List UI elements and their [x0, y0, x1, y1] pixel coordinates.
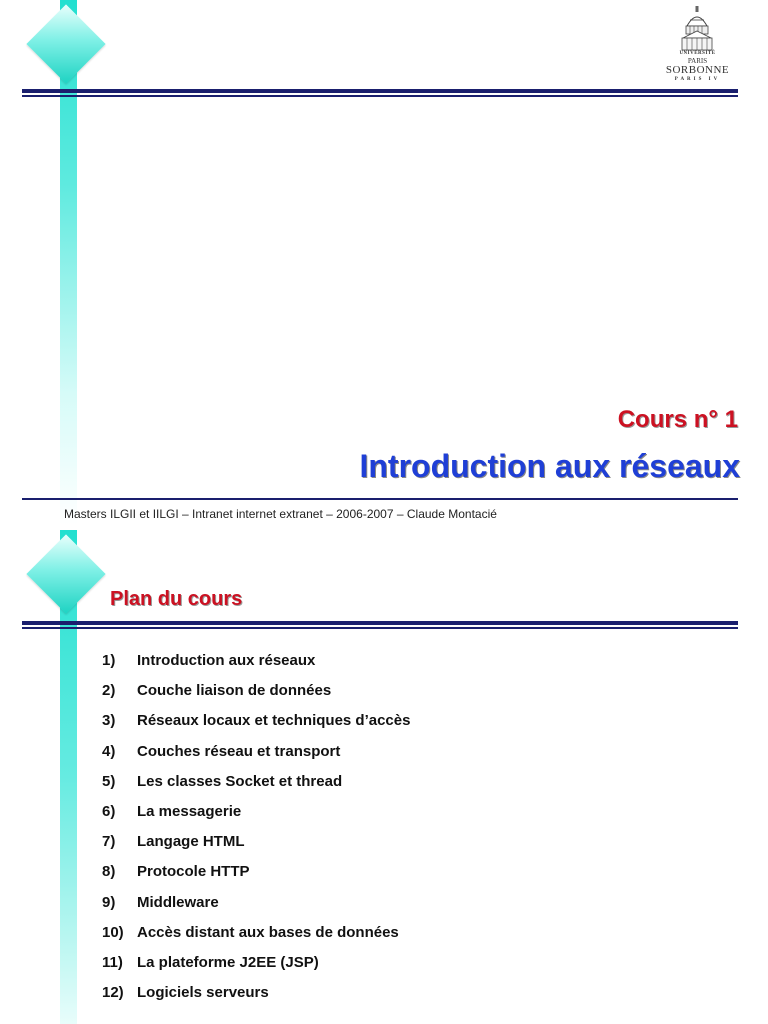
plan-item-number: 12)	[102, 984, 124, 1002]
plan-item	[102, 712, 410, 742]
plan-item-label: Couches réseau et transport	[137, 742, 341, 760]
plan-item	[102, 682, 410, 712]
plan-item	[102, 954, 410, 984]
plan-item-number: 8)	[102, 863, 116, 881]
footer-rule	[22, 498, 738, 500]
plan-item-label: Langage HTML	[137, 833, 245, 851]
logo-line-universite: UNIVERSITÉ	[679, 51, 716, 56]
plan-item	[102, 833, 410, 863]
plan-item	[102, 773, 410, 803]
course-number: Cours n° 1	[617, 406, 738, 433]
plan-slide	[0, 530, 768, 1024]
plan-item-number: 9)	[102, 893, 116, 911]
plan-title: Plan du cours	[110, 588, 243, 610]
header-double-rule	[22, 89, 738, 97]
logo-line-paris-iv: PARIS IV	[674, 77, 721, 82]
plan-item-label: Logiciels serveurs	[137, 984, 269, 1002]
plan-item-label: Accès distant aux bases de données	[137, 923, 399, 941]
slide-footer: Masters ILGII et IILGI – Intranet internet extranet – 2006-2007 – Claude Montacié	[64, 507, 497, 521]
plan-item	[102, 984, 410, 1014]
plan-item	[102, 863, 410, 893]
sorbonne-building-icon	[650, 4, 745, 52]
plan-item-number: 10)	[102, 923, 124, 941]
plan-item-number: 7)	[102, 833, 116, 851]
plan-item-label: Les classes Socket et thread	[137, 772, 343, 790]
plan-item-number: 1)	[102, 652, 116, 669]
plan-item-label: La plateforme J2EE (JSP)	[137, 953, 319, 971]
plan-item-number: 2)	[102, 682, 116, 700]
plan-item	[102, 652, 410, 682]
sorbonne-logo	[650, 4, 745, 84]
plan-item-number: 6)	[102, 802, 116, 820]
plan-item-label: Introduction aux réseaux	[137, 652, 316, 669]
plan-item	[102, 924, 410, 954]
logo-line-paris: PARIS	[687, 57, 708, 65]
diamond-ornament-icon	[26, 534, 105, 613]
plan-item-label: Middleware	[137, 893, 219, 911]
plan-item-number: 4)	[102, 742, 116, 760]
plan-item-number: 3)	[102, 712, 116, 730]
diamond-ornament-icon	[26, 4, 105, 83]
plan-list	[102, 652, 410, 1014]
plan-item-label: Réseaux locaux et techniques d’accès	[137, 712, 411, 730]
plan-item-number: 11)	[102, 953, 123, 971]
header-double-rule	[22, 621, 738, 629]
plan-item	[102, 743, 410, 773]
plan-item-label: Couche liaison de données	[137, 682, 332, 700]
logo-line-sorbonne: SORBONNE	[665, 64, 730, 76]
plan-item	[102, 894, 410, 924]
plan-item-label: La messagerie	[137, 802, 242, 820]
plan-item-label: Protocole HTTP	[137, 863, 250, 881]
plan-item	[102, 803, 410, 833]
plan-item-number: 5)	[102, 772, 116, 790]
slide-title: Introduction aux réseaux	[359, 448, 740, 484]
